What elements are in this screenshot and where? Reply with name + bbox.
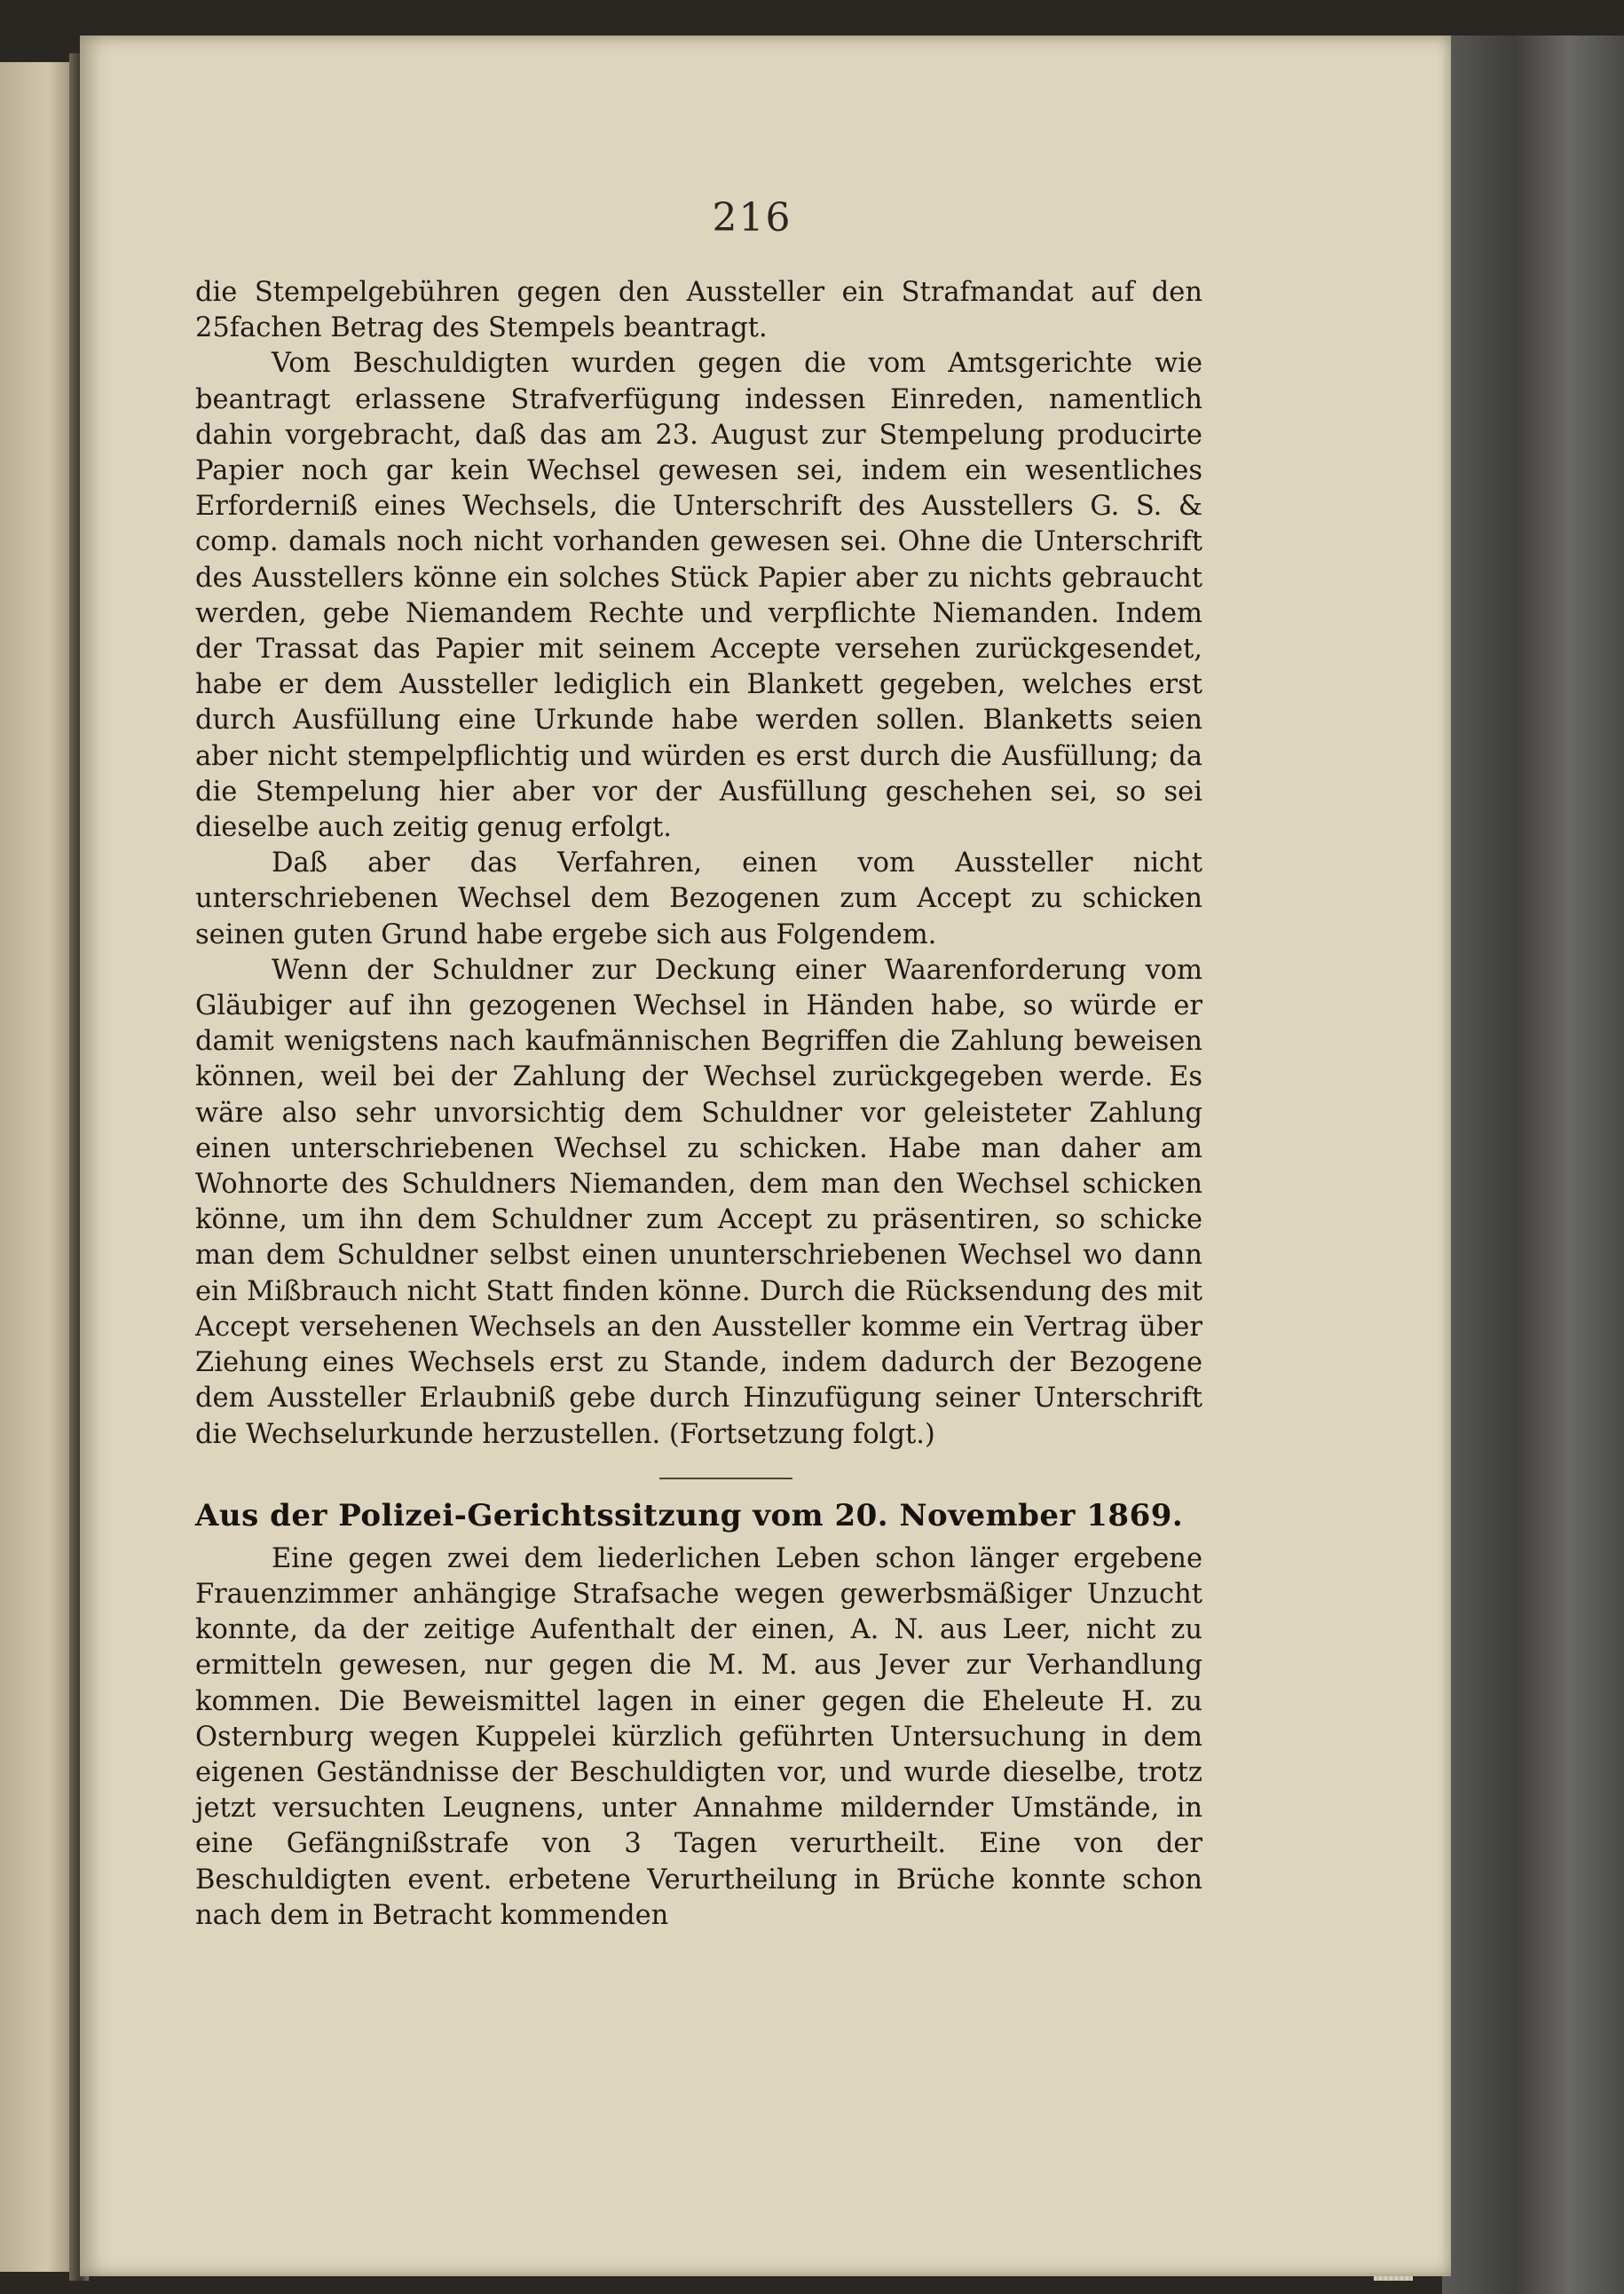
left-page-edge	[0, 62, 80, 2272]
paragraph: Daß aber das Verfahren, einen vom Aussteller nicht unterschriebenen Wechsel dem Bezogenen zum Accept zu schicken seinen guten Grund habe ergebe sich aus Folgendem.	[195, 847, 1202, 950]
paragraph: Eine gegen zwei dem liederlichen Leben schon länger ergebene Frauenzimmer anhängige Strafsache wegen gewerbsmäßiger Unzucht konnte, da der zeitige Aufenthalt der einen, A. N. aus Leer, nicht zu ermitteln gewesen, nur gegen die M. M. aus Jever zur Verhandlung kommen. Die Beweismittel lagen in einer gegen die Eheleute H. zu Osternburg wegen Kuppelei kürzlich geführten Untersuchung in dem eigenen Geständnisse der Beschuldigten vor, und wurde dieselbe, trotz jetzt versuchten Leugnens, unter Annahme mildernder Umstände, in eine Gefängnißstrafe von 3 Tagen verurtheilt. Eine von der Beschuldigten event. erbetene Verurtheilung in Brüche konnte schon nach dem in Betracht kommenden	[195, 1542, 1202, 1931]
book-cover	[1442, 35, 1624, 2294]
section-divider	[659, 1478, 792, 1479]
page-number: 216	[712, 195, 792, 240]
page-text	[195, 275, 1202, 1934]
book-page	[80, 35, 1451, 2276]
section-heading: Aus der Polizei-Gerichtssitzung vom 20. November 1869.	[195, 1497, 1184, 1533]
paragraph: die Stempelgebühren gegen den Aussteller ein Strafmandat auf den 25fachen Betrag des Stempels beantragt.	[195, 277, 1202, 344]
paragraph: Vom Beschuldigten wurden gegen die vom Amtsgerichte wie beantragt erlassene Strafverfügung indessen Einreden, namentlich dahin vorgebracht, daß das am 23. August zur Stempelung producirte Papier noch gar kein Wechsel gewesen sei, indem ein wesentliches Erforderniß eines Wechsels, die Unterschrift des Ausstellers G. S. & comp. damals noch nicht vorhanden gewesen sei. Ohne die Unterschrift des Ausstellers könne ein solches Stück Papier aber zu nichts gebraucht werden, gebe Niemandem Rechte und verpflichte Niemanden. Indem der Trassat das Papier mit seinem Accepte versehen zurückgesendet, habe er dem Aussteller lediglich ein Blankett gegeben, welches erst durch Ausfüllung eine Urkunde habe werden sollen. Blanketts seien aber nicht stempelpflichtig und würden es erst durch die Ausfüllung; da die Stempelung hier aber vor der Ausfüllung geschehen sei, so sei dieselbe auch zeitig genug erfolgt.	[195, 348, 1202, 844]
paragraph: Wenn der Schuldner zur Deckung einer Waarenforderung vom Gläubiger auf ihn gezogenen Wechsel in Händen habe, so würde er damit wenigstens nach kaufmännischen Begriffen die Zahlung beweisen können, weil bei der Zahlung der Wechsel zurückgegeben werde. Es wäre also sehr unvorsichtig dem Schuldner vor geleisteter Zahlung einen unterschriebenen Wechsel zu schicken. Habe man daher am Wohnorte des Schuldners Niemanden, dem man den Wechsel schicken könne, um ihn dem Schuldner zum Accept zu präsentiren, so schicke man dem Schuldner selbst einen ununterschriebenen Wechsel wo dann ein Mißbrauch nicht Statt finden könne. Durch die Rücksendung des mit Accept versehenen Wechsels an den Aussteller komme ein Vertrag über Ziehung eines Wechsels erst zu Stande, indem dadurch der Bezogene dem Aussteller Erlaubniß gebe durch Hinzufügung seiner Unterschrift die Wechselurkunde herzustellen. (Fortsetzung folgt.)	[195, 954, 1202, 1450]
